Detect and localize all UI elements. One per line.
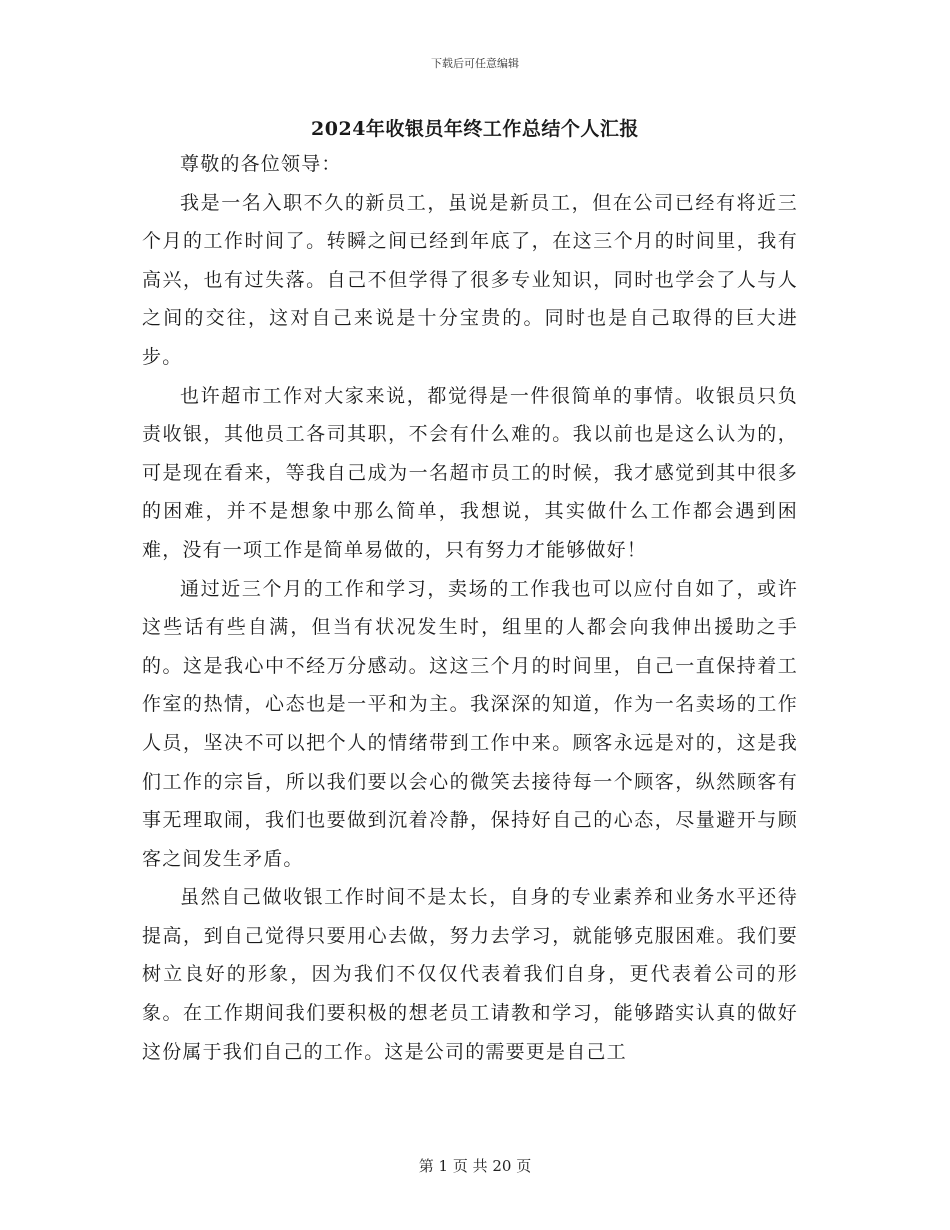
salutation-paragraph: 尊敬的各位领导： (180, 153, 342, 175)
page-number: 第 1 页 共 20 页 (418, 1157, 532, 1175)
header-note: 下载后可任意编辑 (431, 57, 519, 70)
body-paragraph: 我是一名入职不久的新员工，虽说是新员工，但在公司已经有将近三个月的工作时间了。转瞬之间已经到年底了，在这三个月的时间里，我有高兴，也有过失落。自己不但学得了很多专业知识，同时也学会了人与人之间的交往，这对自己来说是十分宝贵的。同时也是自己取得的巨大进步。 (142, 191, 798, 368)
body-paragraph: 也许超市工作对大家来说，都觉得是一件很简单的事情。收银员只负责收银，其他员工各司其职，不会有什么难的。我以前也是这么认为的，可是现在看来，等我自己成为一名超市员工的时候，我才感觉到其中很多的困难，并不是想象中那么简单，我想说，其实做什么工作都会遇到困难，没有一项工作是简单易做的，只有努力才能够做好！ (142, 384, 798, 561)
body-paragraph: 虽然自己做收银工作时间不是太长，自身的专业素养和业务水平还待提高，到自己觉得只要用心去做，努力去学习，就能够克服困难。我们要树立良好的形象，因为我们不仅仅代表着我们自身，更代表着公司的形象。在工作期间我们要积极的想老员工请教和学习，能够踏实认真的做好这份属于我们自己的工作。这是公司的需要更是自己工 (142, 886, 798, 1063)
document-title: 2024年收银员年终工作总结个人汇报 (311, 118, 639, 140)
document-body (142, 145, 798, 1071)
body-paragraph: 通过近三个月的工作和学习，卖场的工作我也可以应付自如了，或许这些话有些自满，但当有状况发生时，组里的人都会向我伸出援助之手的。这是我心中不经万分感动。这这三个月的时间里，自己一直保持着工作室的热情，心态也是一平和为主。我深深的知道，作为一名卖场的工作人员，坚决不可以把个人的情绪带到工作中来。顾客永远是对的，这是我们工作的宗旨，所以我们要以会心的微笑去接待每一个顾客，纵然顾客有事无理取闹，我们也要做到沉着冷静，保持好自己的心态，尽量避开与顾客之间发生矛盾。 (142, 577, 798, 870)
